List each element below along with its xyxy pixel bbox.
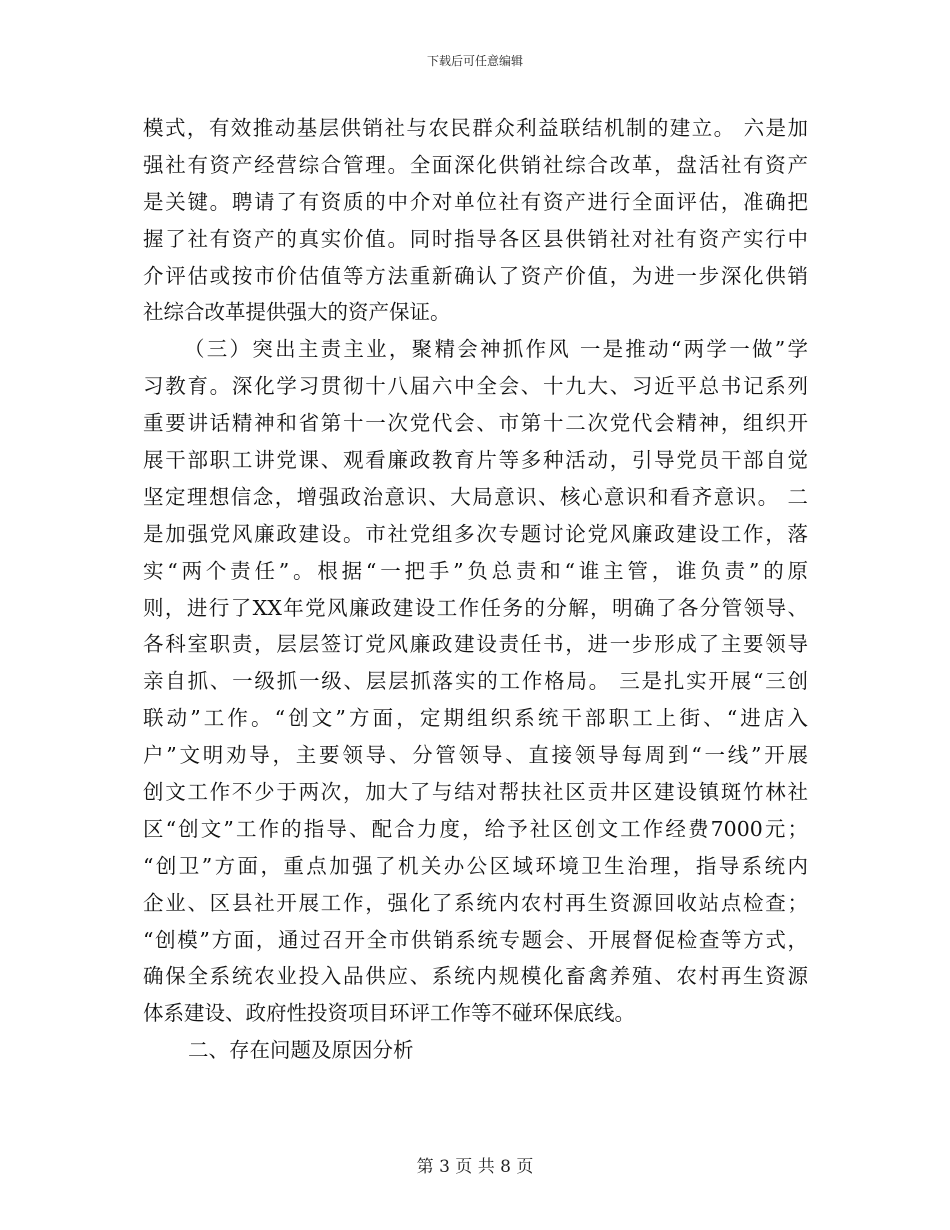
text-line: “创模”方面，通过召开全市供销系统专题会、开展督促检查等方式， bbox=[143, 927, 808, 952]
text-line: 亲自抓、一级抓一级、层层抓落实的工作格局。 三是扎实开展“三创 bbox=[143, 669, 808, 694]
text-line: 是加强党风廉政建设。市社党组多次专题讨论党风廉政建设工作，落 bbox=[143, 521, 808, 546]
text-line: （三）突出主责主业，聚精会神抓作风 一是推动“两学一做”学 bbox=[184, 337, 808, 362]
text-line: 习教育。深化学习贯彻十八届六中全会、十九大、习近平总书记系列 bbox=[143, 374, 808, 399]
page-number: 第 3 页 共 8 页 bbox=[416, 1157, 534, 1177]
text-line: “创卫”方面，重点加强了机关办公区域环境卫生治理，指导系统内 bbox=[143, 853, 808, 878]
text-line: 坚定理想信念，增强政治意识、大局意识、核心意识和看齐意识。 二 bbox=[143, 484, 808, 509]
text-line: 确保全系统农业投入品供应、系统内规模化畜禽养殖、农村再生资源 bbox=[143, 964, 808, 989]
text-line: 模式，有效推动基层供销社与农民群众利益联结机制的建立。 六是加 bbox=[143, 116, 808, 140]
text-line: 企业、区县社开展工作，强化了系统内农村再生资源回收站点检查； bbox=[143, 890, 808, 915]
text-line: 介评估或按市价估值等方法重新确认了资产价值，为进一步深化供销 bbox=[143, 263, 808, 288]
text-line: 展干部职工讲党课、观看廉政教育片等多种活动，引导党员干部自觉 bbox=[143, 448, 808, 473]
section-heading: 二、存在问题及原因分析 bbox=[188, 1038, 414, 1063]
text-line: 握了社有资产的真实价值。同时指导各区县供销社对社有资产实行中 bbox=[143, 226, 808, 251]
text-line: 体系建设、政府性投资项目环评工作等不碰环保底线。 bbox=[143, 1001, 635, 1026]
text-line: 则，进行了XX年党风廉政建设工作任务的分解，明确了各分管领导、 bbox=[143, 595, 808, 620]
document-body bbox=[143, 110, 808, 1069]
text-line: 联动”工作。“创文”方面，定期组织系统干部职工上街、“进店入 bbox=[143, 706, 808, 731]
text-line: 创文工作不少于两次，加大了与结对帮扶社区贡井区建设镇斑竹林社 bbox=[143, 780, 808, 805]
text-line: 重要讲话精神和省第十一次党代会、市第十二次党代会精神，组织开 bbox=[143, 411, 808, 436]
text-line: 区“创文”工作的指导、配合力度，给予社区创文工作经费7000元； bbox=[143, 816, 808, 841]
text-line: 各科室职责，层层签订党风廉政建设责任书，进一步形成了主要领导 bbox=[143, 632, 808, 657]
text-line: 户”文明劝导，主要领导、分管领导、直接领导每周到“一线”开展 bbox=[143, 743, 808, 768]
page-header: 下载后可任意编辑 bbox=[426, 54, 523, 68]
text-line: 强社有资产经营综合管理。全面深化供销社综合改革，盘活社有资产 bbox=[143, 152, 808, 177]
text-line: 实“两个责任”。根据“一把手”负总责和“谁主管，谁负责”的原 bbox=[143, 558, 808, 583]
text-line: 是关键。聘请了有资质的中介对单位社有资产进行全面评估，准确把 bbox=[143, 189, 808, 214]
text-line: 社综合改革提供强大的资产保证。 bbox=[143, 300, 451, 325]
